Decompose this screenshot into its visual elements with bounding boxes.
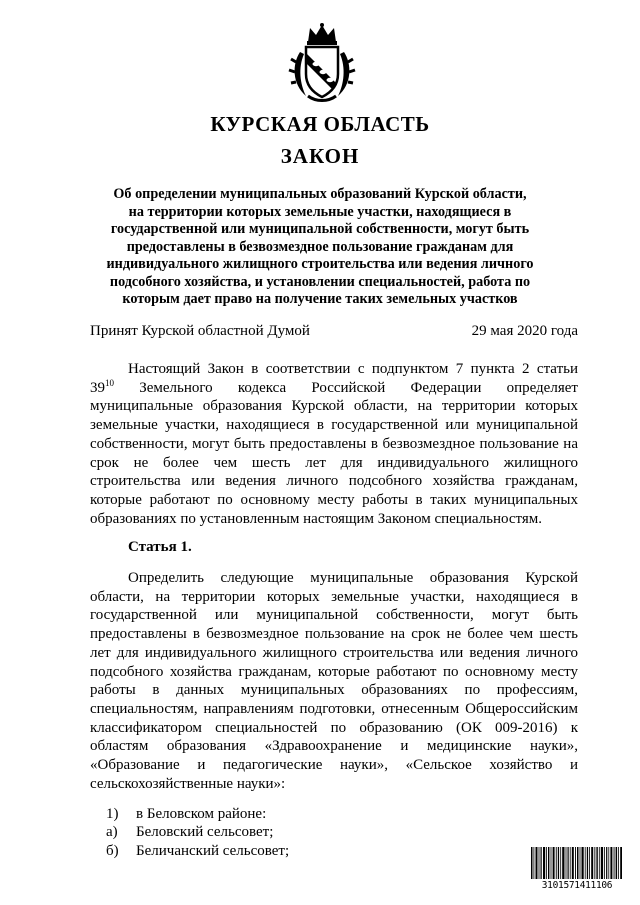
- paragraph-line: работы в данных муниципальных образованиях по профессиям,: [90, 682, 578, 699]
- list-item-number: б): [106, 842, 119, 859]
- list-item: [106, 805, 289, 823]
- paragraph-line: Определить следующие муниципальные образования Курской: [128, 570, 578, 586]
- list-item-number: 1): [106, 806, 119, 822]
- paragraph-line: специальностям, направлениям подготовки, отнесенным Общероссийским: [90, 700, 578, 717]
- law-title-line: индивидуального жилищного строительства или ведения личного: [106, 256, 534, 272]
- paragraph-line: областям образования «Здравоохранение и медицинские науки»,: [90, 738, 578, 755]
- preamble-paragraph: [90, 360, 578, 528]
- list-item-text: Беловский сельсовет;: [136, 824, 274, 841]
- paragraph-line: земельные участки, находящиеся в государственной или муниципальной: [90, 417, 578, 434]
- paragraph-line: государственной или муниципальной собственности, могут быть: [90, 607, 578, 624]
- paragraph-line: $39^{10}$ Земельного кодекса Российской Федерации определяет: [90, 377, 578, 396]
- law-title-line: на территории которых земельные участки, находящиеся в: [128, 203, 512, 220]
- paragraph-line: собственности, могут быть предоставлены в безвозмездное пользование на: [90, 435, 578, 452]
- barcode-number: 3101571411106: [541, 880, 613, 891]
- paragraph-line: «Образование и педагогические науки», «Сельское хозяйство и: [90, 757, 578, 774]
- list-item-number: а): [106, 824, 118, 841]
- law-title: [92, 186, 548, 309]
- kursk-region-coat-of-arms-icon: [288, 22, 356, 102]
- region-name: КУРСКАЯ ОБЛАСТЬ: [210, 112, 430, 136]
- law-title-line: которым дает право на получение таких земельных участков: [122, 291, 518, 307]
- paragraph-line: классификатором специальностей по образованию (ОК 009-2016) к: [90, 719, 578, 736]
- paragraph-line: образованиях по установленным настоящим Законом специальностям.: [90, 510, 543, 527]
- adoption-date: 29 мая 2020 года: [471, 323, 578, 339]
- law-title-line: предоставлены в безвозмездное пользование гражданам для: [126, 238, 514, 255]
- paragraph-line: лет для индивидуального жилищного строительства или ведения личного: [90, 644, 578, 661]
- document-type: ЗАКОН: [280, 144, 360, 168]
- paragraph-line: муниципальные образования Курской области, на территории которых: [90, 398, 578, 415]
- paragraph-line: Настоящий Закон в соответствии с подпунктом 7 пункта 2 статьи: [128, 361, 578, 377]
- law-title-line: подсобного хозяйства, и установлении специальностей, работа по: [109, 273, 531, 290]
- paragraph-line: которые работают по основному месту работы в таких муниципальных: [90, 491, 578, 508]
- adoption-line: [90, 322, 578, 340]
- paragraph-line: строительства или ведения личного подсобного хозяйства гражданам,: [90, 473, 578, 490]
- law-title-line: государственной или муниципальной собственности, могут быть: [110, 221, 530, 237]
- article-reference: $39^{10}$: [90, 377, 114, 396]
- paragraph-line: срок не более чем шесть лет для индивидуального жилищного: [90, 454, 578, 471]
- municipality-list: [106, 805, 289, 860]
- paragraph-line: подсобного хозяйства гражданам, которые работают по основному месту: [90, 663, 578, 680]
- adopting-body: Принят Курской областной Думой: [90, 323, 310, 339]
- paragraph-line: области, на территории которых земельные участки, находящиеся в: [90, 588, 578, 605]
- list-item-text: Беличанский сельсовет;: [136, 842, 290, 859]
- article-heading: Статья 1.: [128, 539, 192, 555]
- list-item: [106, 823, 289, 841]
- law-title-line: Об определении муниципальных образований Курской области,: [113, 186, 527, 202]
- paragraph-line: предоставлены в безвозмездное пользование на срок не более чем шесть: [90, 626, 578, 643]
- barcode-bars: [530, 847, 624, 879]
- list-item: [106, 842, 289, 860]
- list-item-text: в Беловском районе:: [136, 806, 267, 822]
- paragraph-line: сельскохозяйственные науки»:: [90, 775, 286, 792]
- article-paragraph: [90, 569, 578, 793]
- barcode: [530, 847, 624, 895]
